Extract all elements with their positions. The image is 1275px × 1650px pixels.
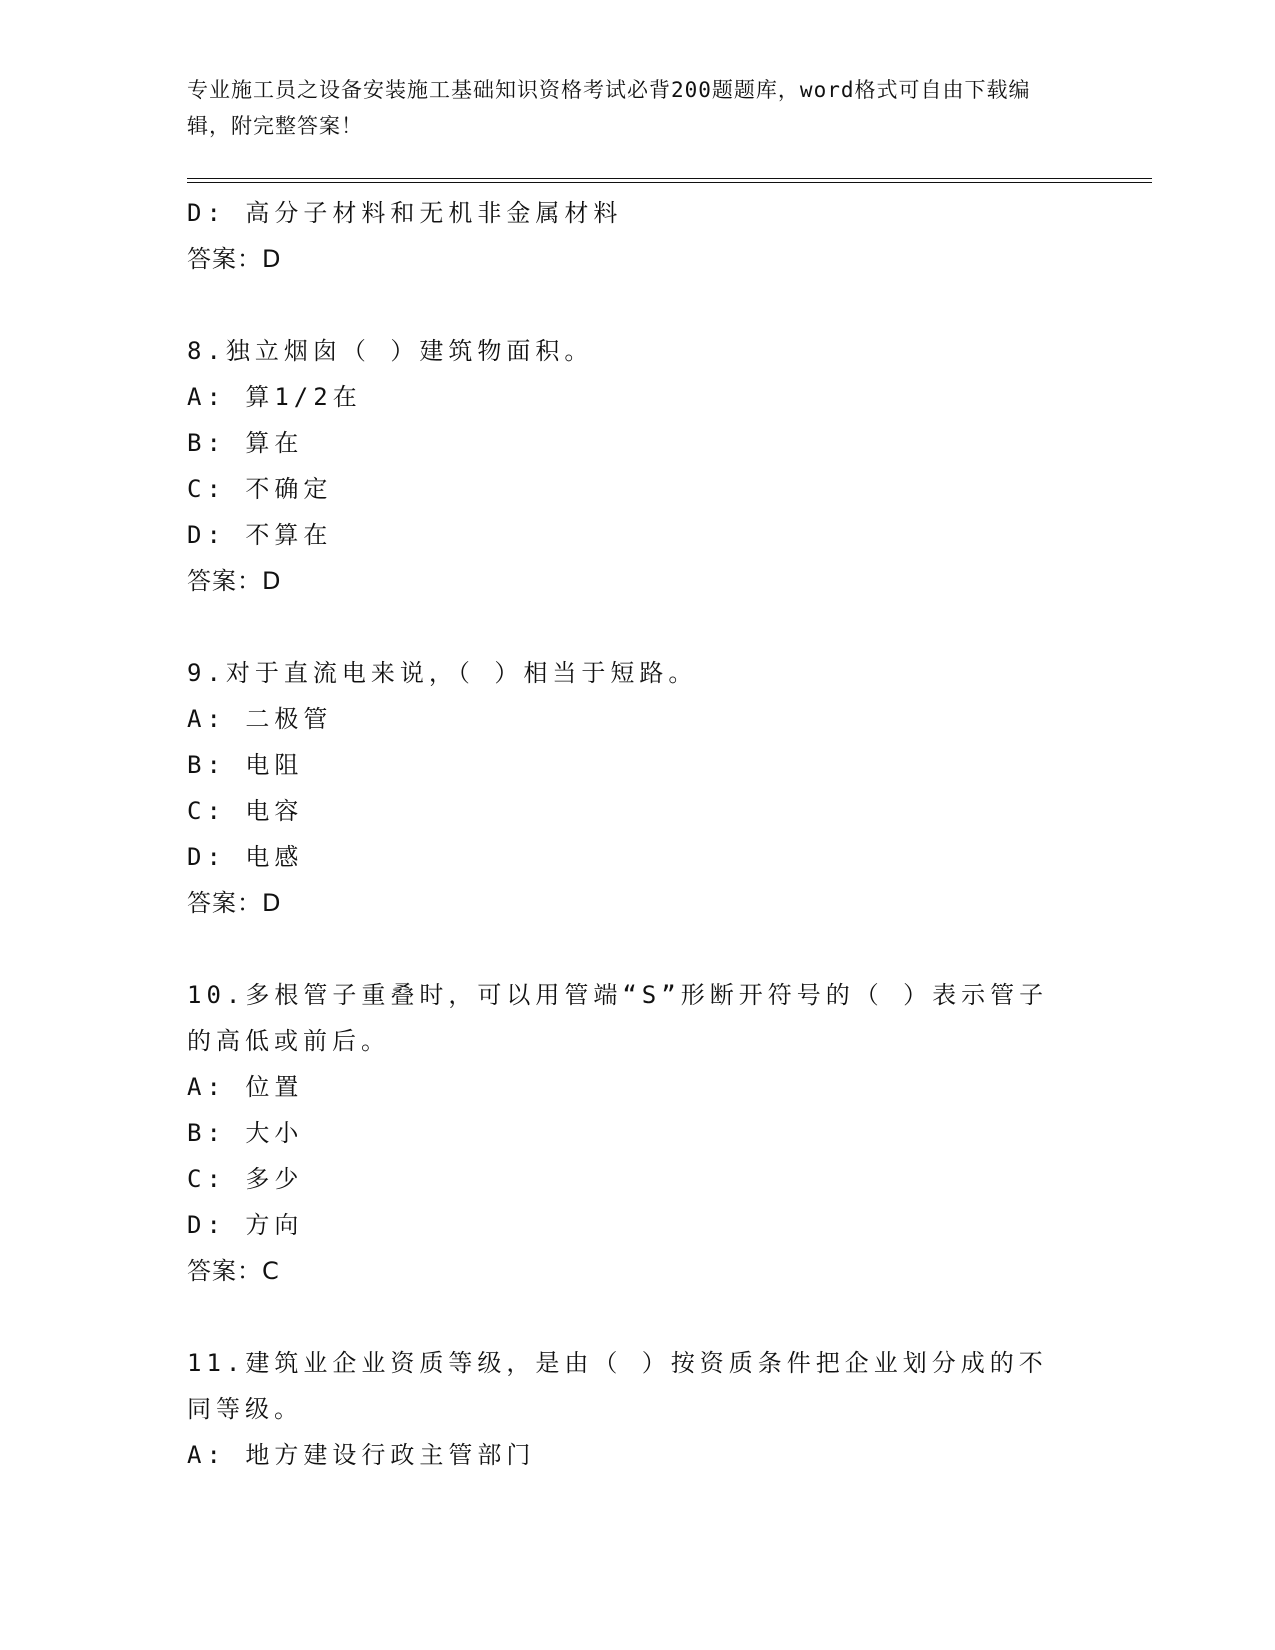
spacer xyxy=(187,1294,1087,1340)
question-stem: 11.建筑业企业资质等级，是由（ ）按资质条件把企业划分成的不同等级。 xyxy=(187,1349,1048,1423)
question-stem: 9.对于直流电来说，（ ）相当于短路。 xyxy=(187,659,698,687)
option-d: D: 不算在 xyxy=(187,521,333,549)
option-c: C: 不确定 xyxy=(187,475,333,503)
answer-line: 答案：D xyxy=(187,889,282,917)
question-7-continued xyxy=(187,190,1087,282)
question-10 xyxy=(187,972,1087,1294)
option-b: B: 算在 xyxy=(187,429,304,457)
option-a: A: 二极管 xyxy=(187,705,333,733)
question-8 xyxy=(187,328,1087,604)
option-d: D: 电感 xyxy=(187,843,304,871)
option-b: B: 大小 xyxy=(187,1119,304,1147)
spacer xyxy=(187,926,1087,972)
option-d: D: 高分子材料和无机非金属材料 xyxy=(187,199,623,227)
answer-line: 答案：D xyxy=(187,567,282,595)
spacer xyxy=(187,282,1087,328)
option-c: C: 多少 xyxy=(187,1165,304,1193)
option-d: D: 方向 xyxy=(187,1211,304,1239)
option-a: A: 算1/2在 xyxy=(187,383,362,411)
page-header xyxy=(187,72,1067,144)
option-a: A: 地方建设行政主管部门 xyxy=(187,1441,536,1469)
question-stem: 8.独立烟囱（ ）建筑物面积。 xyxy=(187,337,594,365)
header-divider-bottom xyxy=(187,182,1152,183)
option-b: B: 电阻 xyxy=(187,751,304,779)
question-9 xyxy=(187,650,1087,926)
answer-line: 答案：D xyxy=(187,245,282,273)
option-a: A: 位置 xyxy=(187,1073,304,1101)
answer-line: 答案：C xyxy=(187,1257,280,1285)
header-divider-top xyxy=(187,178,1152,179)
question-stem: 10.多根管子重叠时，可以用管端“S”形断开符号的（ ）表示管子的高低或前后。 xyxy=(187,981,1049,1055)
option-c: C: 电容 xyxy=(187,797,304,825)
question-11 xyxy=(187,1340,1087,1478)
question-list xyxy=(187,190,1087,1478)
spacer xyxy=(187,604,1087,650)
document-title: 专业施工员之设备安装施工基础知识资格考试必背200题题库，word格式可自由下载编辑，附完整答案！ xyxy=(187,78,1031,138)
